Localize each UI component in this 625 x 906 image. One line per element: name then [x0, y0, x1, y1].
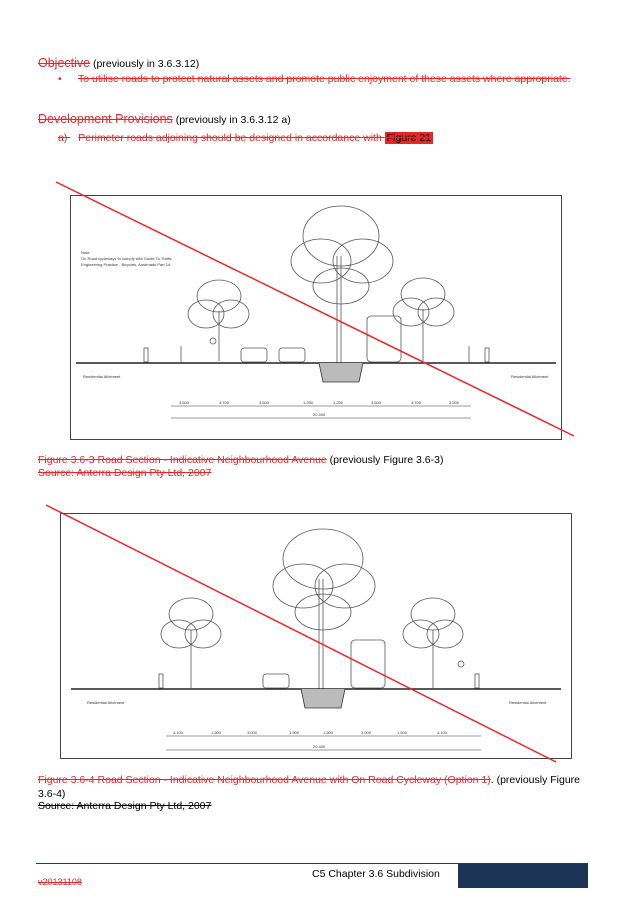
provisions-item-marker: a) — [58, 132, 68, 144]
dim-8: 3.500 — [449, 400, 460, 405]
dim-total: 20.400 — [313, 412, 326, 417]
side-label-right: Residential Allotment — [511, 374, 549, 379]
figure-1-caption-note: (previously Figure 3.6-3) — [326, 454, 444, 466]
dim2-5: 1.500 — [323, 730, 334, 735]
dim-1: 3.500 — [179, 400, 190, 405]
side-label-right-2: Residential Allotment — [509, 700, 547, 705]
dim2-2: 1.500 — [211, 730, 222, 735]
figure-21-reference[interactable]: Figure 21 — [386, 132, 432, 144]
footer-color-block — [458, 864, 588, 888]
side-label-left-2: Residential Allotment — [87, 700, 125, 705]
dim-6: 3.500 — [371, 400, 382, 405]
dim2-total: 20.400 — [313, 744, 326, 749]
dim-4: 1.250 — [303, 400, 314, 405]
objective-heading: Objective — [38, 56, 91, 70]
bullet-icon: • — [58, 73, 62, 85]
dim-2: 4.700 — [219, 400, 230, 405]
note-line-2: Engineering Practice - Bicycles, Austroads Part 14. — [81, 262, 172, 267]
figure-1-caption-text: Figure 3.6-3 Road Section - Indicative Neighbourhood Avenue — [38, 454, 327, 466]
note-title: Note: — [81, 250, 91, 255]
figure-2-caption-text: Figure 3.6-4 Road Section - Indicative Neighbourhood Avenue with On Road Cycleway (Option 1) — [38, 774, 491, 786]
dim-3: 3.500 — [259, 400, 270, 405]
provisions-item-text: Perimeter roads adjoining should be designed in accordance with — [78, 132, 385, 144]
figure-2-caption-note: . (previously Figure 3.6-4) — [38, 774, 581, 800]
footer-version: v20131108 — [38, 877, 82, 887]
side-label-left: Residential Allotment — [83, 374, 121, 379]
dim2-6: 3.000 — [361, 730, 372, 735]
figure-1-source: Source: Anterra Design Pty Ltd, 2007 — [38, 467, 212, 479]
dim-7: 4.700 — [411, 400, 422, 405]
note-line-1: On Road cycleways to comply with Guide To Traffic — [81, 256, 172, 261]
objective-note: (previously in 3.6.3.12) — [90, 58, 200, 70]
dim2-8: 4.100 — [437, 730, 448, 735]
dim2-1: 4.100 — [173, 730, 184, 735]
dim-5: 1.250 — [333, 400, 344, 405]
objective-bullet-text: To utilise roads to protect natural assets and promote public enjoyment of these assets where appropriate. — [78, 73, 571, 85]
dim2-4: 1.500 — [289, 730, 300, 735]
provisions-note: (previously in 3.6.3.12 a) — [172, 114, 291, 126]
figure-2-caption — [38, 773, 588, 801]
footer-title: C5 Chapter 3.6 Subdivision — [312, 868, 440, 880]
dim2-7: 1.500 — [397, 730, 408, 735]
figure-2-source: Source: Anterra Design Pty Ltd, 2007 — [38, 800, 212, 812]
provisions-heading: Development Provisions — [38, 112, 173, 126]
dim2-3: 3.000 — [247, 730, 258, 735]
